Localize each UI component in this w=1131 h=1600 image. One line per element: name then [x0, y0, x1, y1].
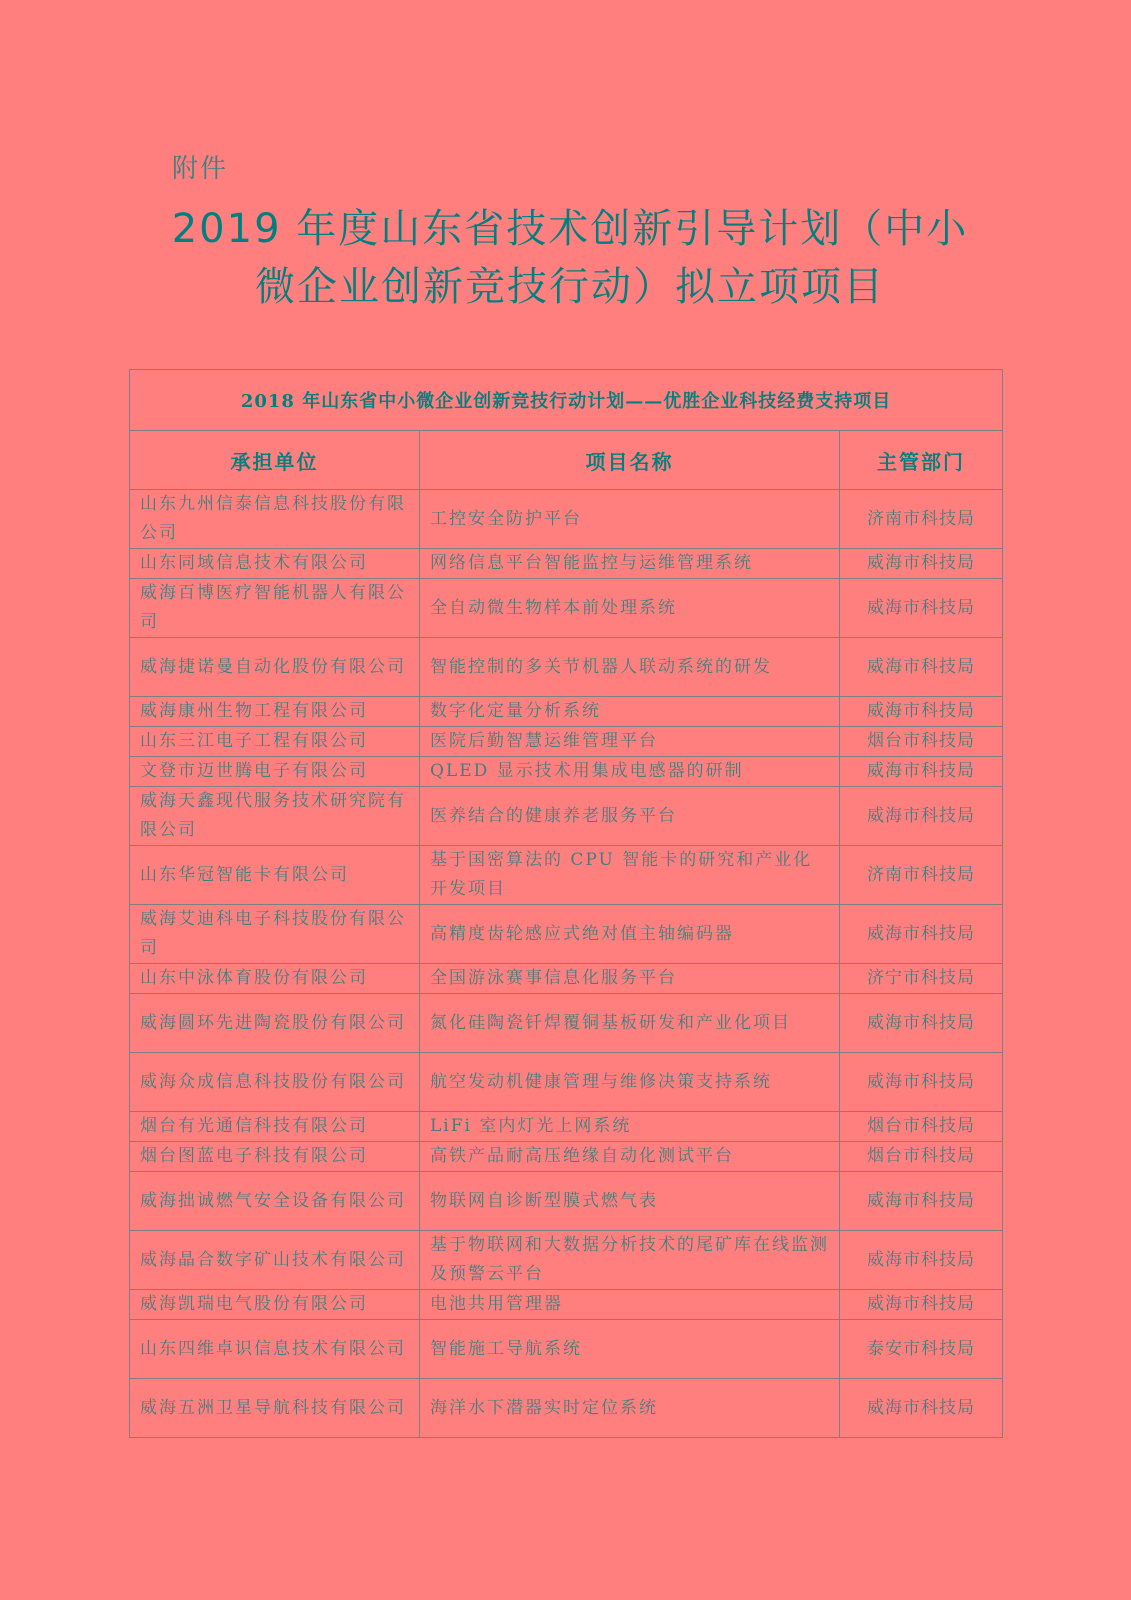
project-cell: 医养结合的健康养老服务平台: [420, 787, 840, 846]
department-cell: 威海市科技局: [840, 1172, 1003, 1231]
unit-cell: 威海晶合数字矿山技术有限公司: [130, 1231, 420, 1290]
table-row: [130, 1142, 1003, 1172]
table-row: [130, 1112, 1003, 1142]
project-cell: 全国游泳赛事信息化服务平台: [420, 964, 840, 994]
project-cell: 工控安全防护平台: [420, 490, 840, 549]
unit-cell: 威海艾迪科电子科技股份有限公司: [130, 905, 420, 964]
project-cell: 高铁产品耐高压绝缘自动化测试平台: [420, 1142, 840, 1172]
project-cell: 网络信息平台智能监控与运维管理系统: [420, 549, 840, 579]
table-body: [130, 490, 1003, 1438]
unit-cell: 山东九州信泰信息科技股份有限公司: [130, 490, 420, 549]
table-row: [130, 964, 1003, 994]
project-cell: 电池共用管理器: [420, 1290, 840, 1320]
department-cell: 威海市科技局: [840, 757, 1003, 787]
unit-cell: 威海拙诚燃气安全设备有限公司: [130, 1172, 420, 1231]
project-cell: 医院后勤智慧运维管理平台: [420, 727, 840, 757]
table-row: [130, 1231, 1003, 1290]
column-header-unit: 承担单位: [130, 431, 420, 490]
unit-cell: 威海众成信息科技股份有限公司: [130, 1053, 420, 1112]
project-cell: 全自动微生物样本前处理系统: [420, 579, 840, 638]
page-title: [120, 200, 1020, 316]
table-row: [130, 1320, 1003, 1379]
table-row: [130, 1172, 1003, 1231]
table-row: [130, 994, 1003, 1053]
department-cell: 泰安市科技局: [840, 1320, 1003, 1379]
table-row: [130, 905, 1003, 964]
unit-cell: 威海五洲卫星导航科技有限公司: [130, 1379, 420, 1438]
project-cell: QLED 显示技术用集成电感器的研制: [420, 757, 840, 787]
unit-cell: 山东中泳体育股份有限公司: [130, 964, 420, 994]
department-cell: 威海市科技局: [840, 905, 1003, 964]
department-cell: 威海市科技局: [840, 549, 1003, 579]
unit-cell: 山东四维卓识信息技术有限公司: [130, 1320, 420, 1379]
department-cell: 威海市科技局: [840, 579, 1003, 638]
project-cell: 海洋水下潜器实时定位系统: [420, 1379, 840, 1438]
column-header-project: 项目名称: [420, 431, 840, 490]
unit-cell: 文登市迈世腾电子有限公司: [130, 757, 420, 787]
department-cell: 威海市科技局: [840, 994, 1003, 1053]
page-title-line-1: 2019 年度山东省技术创新引导计划（中小: [171, 206, 969, 252]
department-cell: 济南市科技局: [840, 490, 1003, 549]
department-cell: 威海市科技局: [840, 697, 1003, 727]
department-cell: 威海市科技局: [840, 787, 1003, 846]
project-cell: 智能控制的多关节机器人联动系统的研发: [420, 638, 840, 697]
unit-cell: 威海百博医疗智能机器人有限公司: [130, 579, 420, 638]
table-row: [130, 1379, 1003, 1438]
unit-cell: 山东同域信息技术有限公司: [130, 549, 420, 579]
unit-cell: 山东三江电子工程有限公司: [130, 727, 420, 757]
project-cell: 高精度齿轮感应式绝对值主轴编码器: [420, 905, 840, 964]
table-row: [130, 638, 1003, 697]
department-cell: 烟台市科技局: [840, 727, 1003, 757]
project-cell: 数字化定量分析系统: [420, 697, 840, 727]
department-cell: 济宁市科技局: [840, 964, 1003, 994]
department-cell: 威海市科技局: [840, 1231, 1003, 1290]
unit-cell: 威海凯瑞电气股份有限公司: [130, 1290, 420, 1320]
table-row: [130, 549, 1003, 579]
unit-cell: 威海圆环先进陶瓷股份有限公司: [130, 994, 420, 1053]
page-title-line-2: 微企业创新竞技行动）拟立项项目: [255, 264, 885, 310]
table-caption: 2018 年山东省中小微企业创新竞技行动计划——优胜企业科技经费支持项目: [130, 370, 1003, 431]
department-cell: 威海市科技局: [840, 1290, 1003, 1320]
table-row: [130, 579, 1003, 638]
project-cell: LiFi 室内灯光上网系统: [420, 1112, 840, 1142]
project-cell: 氮化硅陶瓷钎焊覆铜基板研发和产业化项目: [420, 994, 840, 1053]
table-row: [130, 1053, 1003, 1112]
attachment-label: 附件: [172, 154, 229, 184]
project-cell: 基于国密算法的 CPU 智能卡的研究和产业化开发项目: [420, 846, 840, 905]
department-cell: 威海市科技局: [840, 1379, 1003, 1438]
unit-cell: 威海捷诺曼自动化股份有限公司: [130, 638, 420, 697]
unit-cell: 山东华冠智能卡有限公司: [130, 846, 420, 905]
unit-cell: 威海天鑫现代服务技术研究院有限公司: [130, 787, 420, 846]
table-row: [130, 757, 1003, 787]
department-cell: 威海市科技局: [840, 1053, 1003, 1112]
project-cell: 物联网自诊断型膜式燃气表: [420, 1172, 840, 1231]
project-cell: 智能施工导航系统: [420, 1320, 840, 1379]
table-row: [130, 1290, 1003, 1320]
table-row: [130, 697, 1003, 727]
column-header-department: 主管部门: [840, 431, 1003, 490]
unit-cell: 烟台图蓝电子科技有限公司: [130, 1142, 420, 1172]
department-cell: 烟台市科技局: [840, 1142, 1003, 1172]
unit-cell: 威海康州生物工程有限公司: [130, 697, 420, 727]
table-row: [130, 727, 1003, 757]
table-row: [130, 490, 1003, 549]
department-cell: 烟台市科技局: [840, 1112, 1003, 1142]
department-cell: 威海市科技局: [840, 638, 1003, 697]
projects-table: [129, 369, 1003, 1438]
table-row: [130, 787, 1003, 846]
table-row: [130, 846, 1003, 905]
project-cell: 基于物联网和大数据分析技术的尾矿库在线监测及预警云平台: [420, 1231, 840, 1290]
unit-cell: 烟台有光通信科技有限公司: [130, 1112, 420, 1142]
department-cell: 济南市科技局: [840, 846, 1003, 905]
project-cell: 航空发动机健康管理与维修决策支持系统: [420, 1053, 840, 1112]
